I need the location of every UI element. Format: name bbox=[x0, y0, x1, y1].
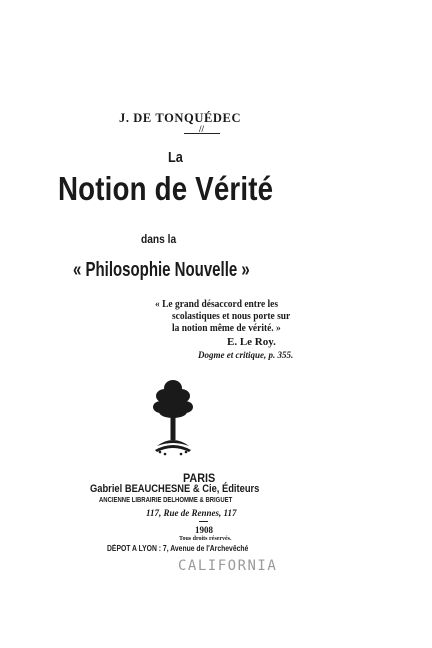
rights-notice: Tous droits réservés. bbox=[179, 536, 232, 542]
epigraph-line-3: la notion même de vérité. » bbox=[172, 322, 281, 334]
title-prefix: La bbox=[168, 149, 183, 166]
publisher-former: ANCIENNE LIBRAIRIE DELHOMME & BRIGUET bbox=[99, 497, 233, 504]
epigraph-source: Dogme et critique, p. 355. bbox=[198, 350, 294, 360]
author-name: J. DE TONQUÉDEC bbox=[119, 111, 242, 125]
page-title: Notion de Vérité bbox=[58, 170, 274, 207]
publisher-address: 117, Rue de Rennes, 117 bbox=[146, 508, 237, 518]
epigraph-author: E. Le Roy. bbox=[227, 336, 276, 348]
library-stamp: CALIFORNIA bbox=[178, 558, 278, 574]
epigraph-line-2: scolastiques et nous porte sur bbox=[172, 310, 291, 322]
author-rule bbox=[184, 133, 220, 134]
title-connector: dans la bbox=[141, 232, 177, 246]
publication-year: 1908 bbox=[195, 525, 213, 535]
page-subtitle: « Philosophie Nouvelle » bbox=[73, 259, 250, 281]
publisher-divider bbox=[199, 521, 208, 522]
tree-emblem-icon bbox=[151, 376, 195, 456]
depot-address: DÉPOT A LYON : 7, Avenue de l'Archevêché bbox=[107, 544, 249, 553]
author-ticks: // bbox=[199, 124, 205, 134]
publisher-name: Gabriel BEAUCHESNE & Cie, Éditeurs bbox=[90, 483, 260, 495]
epigraph-line-1: « Le grand désaccord entre les bbox=[155, 298, 279, 310]
publisher-city: PARIS bbox=[183, 471, 216, 485]
